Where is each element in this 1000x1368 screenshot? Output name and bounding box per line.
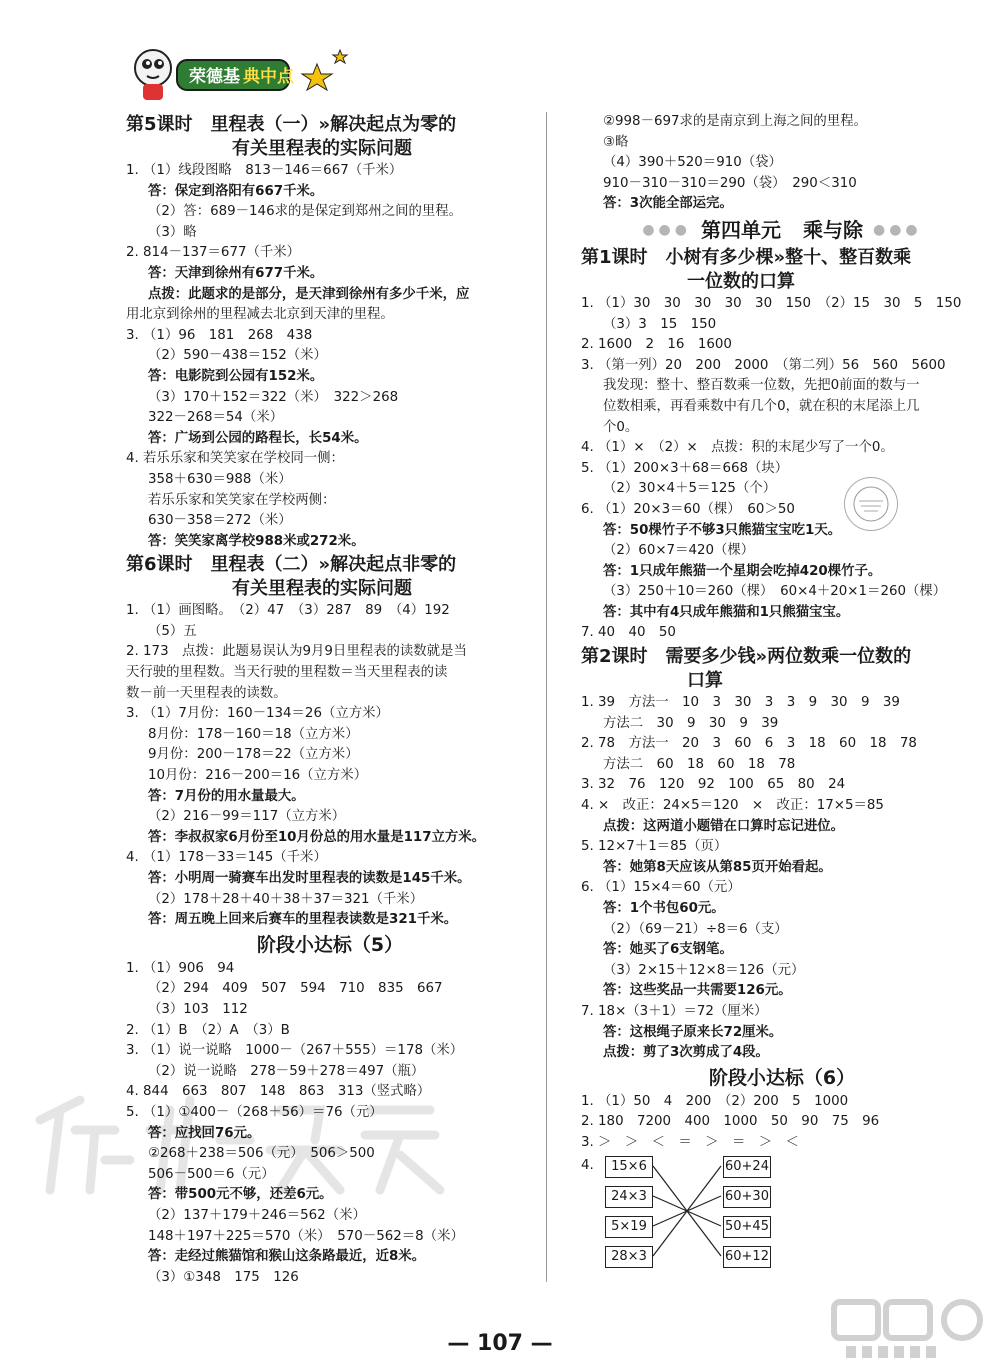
answer-line: 答：电影院到公园有152米。 xyxy=(148,368,324,384)
answer-line: 答：1个书包60元。 xyxy=(603,901,725,916)
brand-series: 典中点 xyxy=(243,67,294,87)
answer-line: 答：3次能全部运完。 xyxy=(603,196,733,212)
answer-line: 5. （1）①400－（268＋56）＝76（元） xyxy=(126,1104,383,1120)
answer-line: 答：天津到徐州有677千米。 xyxy=(148,265,324,281)
answer-line: 5. （1）200×3＋68＝668（块） xyxy=(581,460,789,476)
answer-line: 答：保定到洛阳有667千米。 xyxy=(148,183,324,199)
answer-line: 答：她第8天应该从第85页开始看起。 xyxy=(603,859,832,875)
lesson-name: 里程表（一） xyxy=(210,114,319,135)
stage-6-title: 阶段小达标（6） xyxy=(708,1066,856,1089)
unit-name: 第四单元 xyxy=(701,217,781,242)
answer-line: 148＋197＋225＝570（米） 570－562＝8（米） xyxy=(148,1228,464,1244)
lesson-2-answers xyxy=(581,693,983,1064)
answer-line: 3. （1）7月份：160－134＝26（立方米） xyxy=(126,706,389,722)
lesson-5-title xyxy=(126,113,534,160)
answer-line: 322－268＝54（米） xyxy=(148,410,284,426)
hint-line: 天行驶的里程数。当天行驶的里程数＝当天里程表的读 xyxy=(126,665,448,681)
lesson-1-title xyxy=(581,246,983,293)
answer-line: 答：50棵竹子不够3只熊猫宝宝吃1天。 xyxy=(603,522,842,538)
answer-line: 4. 844 663 807 148 863 313（竖式略） xyxy=(126,1084,431,1100)
answer-line: （4）390＋520＝910（袋） xyxy=(603,155,782,171)
answer-line: 方法二 60 18 60 18 78 xyxy=(603,756,796,772)
answer-line: 7. 18×（3＋1）＝72（厘米） xyxy=(581,1003,768,1019)
left-box: 28×3 xyxy=(605,1246,653,1268)
answer-line: 答：这些奖品一共需要126元。 xyxy=(603,983,792,999)
answer-line: 答：小明周一骑赛车出发时里程表的读数是145千米。 xyxy=(148,871,471,886)
left-box: 24×3 xyxy=(605,1186,653,1208)
answer-line: （5）五 xyxy=(148,623,197,639)
lesson-name: 里程表（二） xyxy=(210,554,319,576)
answer-line: （2）60×7＝420（棵） xyxy=(603,543,755,559)
answer-line: 2. 814－137＝677（千米） xyxy=(126,245,301,261)
answer-line: 答：其中有4只成年熊猫和1只熊猫宝宝。 xyxy=(603,604,850,620)
answer-line: 6. （1）20×3＝60（棵） 60＞50 xyxy=(581,501,795,517)
question-number: 4. xyxy=(581,1157,594,1173)
unit-title xyxy=(581,215,983,245)
stage-5-title: 阶段小达标（5） xyxy=(256,933,404,956)
answer-line: 3. （第一列）20 200 2000 （第二列）56 560 5600 xyxy=(581,357,946,373)
answer-line: 3. ＞ ＞ ＜ ＝ ＞ ＝ ＞ ＜ xyxy=(581,1134,799,1150)
answer-line: 3. （1）说一说略 1000－（267＋555）＝178（米） xyxy=(126,1043,464,1059)
right-box: 60+12 xyxy=(723,1246,771,1268)
answer-line: （2）294 409 507 594 710 835 667 xyxy=(148,981,443,997)
hint-line: 点拨：剪了3次剪成了4段。 xyxy=(603,1045,769,1061)
answer-line: （2）137＋179＋246＝562（米） xyxy=(148,1207,366,1223)
hint-line: 用北京到徐州的里程减去北京到天津的里程。 xyxy=(126,307,394,323)
answer-line: 答：广场到公园的路程长，长54米。 xyxy=(148,430,368,446)
lesson-number: 第1课时 xyxy=(581,246,648,268)
answer-line: （2）答：689－146求的是保定到郑州之间的里程。 xyxy=(148,204,463,220)
right-box: 60+24 xyxy=(723,1156,771,1178)
lesson-description-cont: 有关里程表的实际问题 xyxy=(232,138,412,159)
answer-line: 4. × 改正：24×5＝120 × 改正：17×5＝85 xyxy=(581,798,884,814)
watermark-graphic xyxy=(20,1080,460,1200)
lesson-description-cont: 有关里程表的实际问题 xyxy=(232,578,412,600)
answer-line: 3. （1）96 181 268 438 xyxy=(126,327,313,343)
answer-line: 10月份：216－200＝16（立方米） xyxy=(148,768,368,784)
answer-line: 若乐乐家和笑笑家在学校两侧： xyxy=(148,492,336,508)
lesson-description: »解决起点非零的 xyxy=(318,554,457,576)
lesson-6-title xyxy=(126,553,534,600)
answer-line: 4. （1）178－33＝145（千米） xyxy=(126,850,327,866)
stage-6-answers xyxy=(581,1092,983,1154)
circular-stamp xyxy=(844,477,898,531)
answer-line: ③略 xyxy=(603,134,629,150)
answer-line: （3）103 112 xyxy=(148,1001,248,1017)
lesson-name: 需要多少钱 xyxy=(665,646,756,668)
right-box: 60+30 xyxy=(723,1186,771,1208)
right-box: 50+45 xyxy=(723,1216,771,1238)
answer-line: 6. （1）15×4＝60（元） xyxy=(581,880,741,896)
hint-line: 点拨：这两道小题错在口算时忘记进位。 xyxy=(603,818,845,834)
lesson-5-answers xyxy=(126,161,534,552)
continued-answers xyxy=(581,112,983,215)
lesson-number: 第2课时 xyxy=(581,646,648,668)
left-box: 5×19 xyxy=(605,1216,653,1238)
answer-line: 我发现：整十、整百数乘一位数，先把0前面的数与一 xyxy=(603,378,920,394)
lesson-description-cont: 口算 xyxy=(687,670,723,692)
page-number: — 107 — xyxy=(447,1331,553,1356)
answer-line: 1. （1）30 30 30 30 30 150 （2）15 30 5 150 xyxy=(581,295,962,311)
lesson-number: 第5课时 xyxy=(126,114,193,135)
unit-topic: 乘与除 xyxy=(803,217,863,242)
lesson-description: »整十、整百数乘 xyxy=(773,246,912,268)
answer-line: 506－500＝6（元） xyxy=(148,1166,275,1182)
dots-decoration: ●●● xyxy=(873,221,922,238)
column-divider xyxy=(546,112,547,1282)
answer-line: 1. （1）线段图略 813－146＝667（千米） xyxy=(126,163,403,178)
lesson-6-answers xyxy=(126,601,534,931)
answer-line: 2. 1600 2 16 1600 xyxy=(581,337,732,353)
lesson-1-answers xyxy=(581,294,983,644)
answer-line: 2. 180 7200 400 1000 50 90 75 96 xyxy=(581,1114,880,1130)
answer-line: 答：这根绳子原来长72厘米。 xyxy=(603,1024,783,1040)
answer-line: ②998－697求的是南京到上海之间的里程。 xyxy=(603,114,867,129)
answer-line: （2）178＋28＋40＋38＋37＝321（千米） xyxy=(148,891,424,907)
answer-line: （3）略 xyxy=(148,224,197,240)
lesson-name: 小树有多少棵 xyxy=(665,246,774,268)
answer-line: 答：7月份的用水量最大。 xyxy=(148,788,305,804)
answer-line: 358＋630＝988（米） xyxy=(148,471,292,487)
answer-line: 5. 12×7＋1＝85（页） xyxy=(581,839,728,855)
answer-line: 3. 32 76 120 92 100 65 80 24 xyxy=(581,777,846,793)
answer-line: ②268＋238＝506（元） 506＞500 xyxy=(148,1146,375,1162)
answer-line: 1. （1）906 94 xyxy=(126,960,235,976)
answer-line: 个0。 xyxy=(603,419,639,435)
lesson-2-title xyxy=(581,645,983,692)
answer-line: 1. 39 方法一 10 3 30 3 3 9 30 9 39 xyxy=(581,695,900,711)
hint-line: 2. 173 点拨：此题易误认为9月9日里程表的读数就是当 xyxy=(126,644,467,660)
answer-line: 答：笑笑家离学校988米或272米。 xyxy=(148,533,365,549)
answer-line: 答：李叔叔家6月份至10月份总的用水量是117立方米。 xyxy=(148,829,486,845)
answer-line: 630－358＝272（米） xyxy=(148,513,292,529)
answer-line: 答：走经过熊猫馆和猴山这条路最近，近8米。 xyxy=(148,1249,426,1265)
answer-line: 1. （1）50 4 200 （2）200 5 1000 xyxy=(581,1093,849,1109)
answer-line: 方法二 30 9 30 9 39 xyxy=(603,715,779,731)
answer-line: （3）170＋152＝322（米） 322＞268 xyxy=(148,389,399,405)
answer-line: 9月份：200－178＝22（立方米） xyxy=(148,747,359,763)
answer-line: 7. 40 40 50 xyxy=(581,625,676,641)
stamp-icon xyxy=(851,484,891,524)
answer-line: （2）说一说略 278－59＋278＝497（瓶） xyxy=(148,1063,425,1079)
brand-logo xyxy=(125,42,355,106)
answer-line: 答：应找回76元。 xyxy=(148,1125,261,1141)
answer-line: 2. 78 方法一 20 3 60 6 3 18 60 18 78 xyxy=(581,736,917,752)
lesson-description: »两位数乘一位数的 xyxy=(755,646,912,668)
answer-line: 1. （1）画图略。 （2）47 （3）287 89 （4）192 xyxy=(126,603,450,619)
lesson-number: 第6课时 xyxy=(126,554,193,576)
answer-line: （3）250＋10＝260（棵） 60×4＋20×1＝260（棵） xyxy=(603,584,947,600)
dots-decoration: ●●● xyxy=(642,221,691,238)
lesson-description: »解决起点为零的 xyxy=(318,114,457,135)
answer-line: 910－310－310＝290（袋） 290＜310 xyxy=(603,175,857,191)
answer-line: （3）3 15 150 xyxy=(603,316,717,332)
answer-line: （2）216－99＝117（立方米） xyxy=(148,809,346,825)
answer-line: （2）30×4＋5＝125（个） xyxy=(603,481,777,497)
hint-line: 数－前一天里程表的读数。 xyxy=(126,685,287,701)
answer-line: 答：1只成年熊猫一个星期会吃掉420棵竹子。 xyxy=(603,563,882,579)
answer-line: （3）2×15＋12×8＝126（元） xyxy=(603,962,805,978)
hint-line: 点拨：此题求的是部分，是天津到徐州有多少千米，应 xyxy=(148,286,470,302)
right-column xyxy=(581,112,983,1272)
answer-line: （2）（69－21）÷8＝6（支） xyxy=(603,921,788,937)
answer-line: 答：带500元不够，还差6元。 xyxy=(148,1187,333,1203)
answer-line: 8月份：178－160＝18（立方米） xyxy=(148,726,359,742)
answer-line: 2. （1）B （2）A （3）B xyxy=(126,1022,290,1038)
answer-line: 答：周五晚上回来后赛车的里程表读数是321千米。 xyxy=(148,912,458,928)
answer-line: 4. 若乐乐家和笑笑家在学校同一侧： xyxy=(126,451,344,467)
answer-line: （3）①348 175 126 xyxy=(148,1269,299,1285)
brand-name: 荣德基 xyxy=(189,67,240,87)
answer-line: 4. （1）× （2）× 点拨：积的末尾少写了一个0。 xyxy=(581,440,894,456)
corner-watermark-logo xyxy=(826,1296,996,1362)
left-box: 15×6 xyxy=(605,1156,653,1178)
answer-line: 答：她买了6支钢笔。 xyxy=(603,942,733,958)
answer-line: 位数相乘，再看乘数中有几个0，就在积的末尾添上几 xyxy=(603,398,920,414)
answer-line: （2）590－438＝152（米） xyxy=(148,348,327,364)
matching-diagram xyxy=(581,1156,983,1272)
lesson-description-cont: 一位数的口算 xyxy=(687,270,795,292)
